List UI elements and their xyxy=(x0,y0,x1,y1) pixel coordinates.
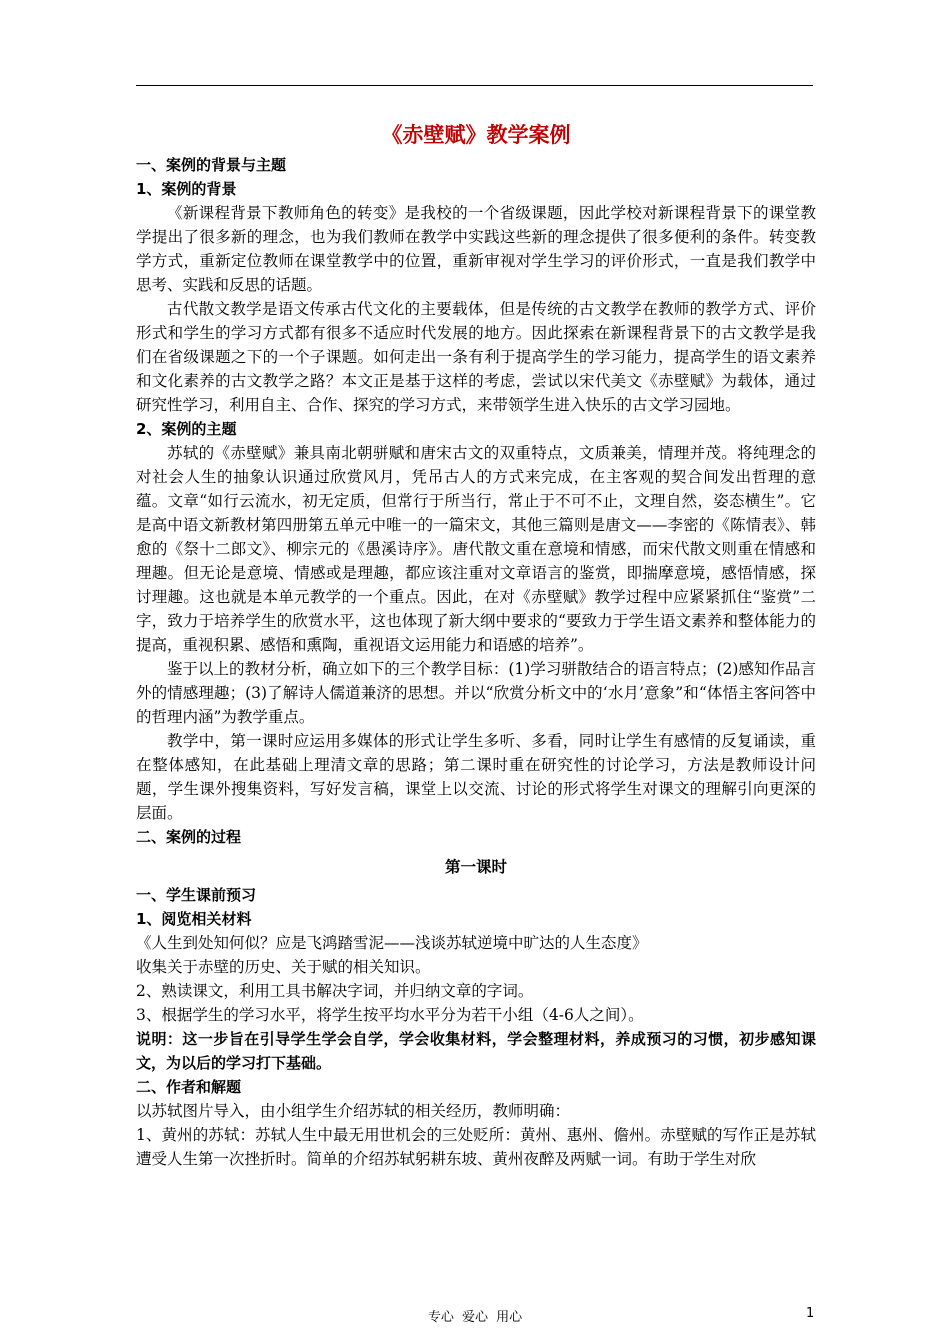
paragraph: 苏轼的《赤壁赋》兼具南北朝骈赋和唐宋古文的双重特点，文质兼美，情理并茂。将纯理念的对社会人生的抽象认识通过欣赏风月，凭吊古人的方式来完成，在主客观的契合间发出哲理的意蕴。文章“如行云流水，初无定质，但常行于所当行，常止于不可不止，文理自然，姿态横生”。它是高中语文新教材第四册第五单元中唯一的一篇宋文，其他三篇则是唐文——李密的《陈情表》、韩愈的《祭十二郎文》、柳宗元的《愚溪诗序》。唐代散文重在意境和情感，而宋代散文则重在情感和理趣。但无论是意境、情感或是理趣，都应该注重对文章语言的鉴赏，即揣摩意境，感悟情感，探讨理趣。这也就是本单元教学的一个重点。因此，在对《赤壁赋》教学过程中应紧紧抓住“鉴赏”二字，致力于培养学生的欣赏水平，这也体现了新大纲中要求的“要致力于学生语文素养和整体能力的提高，重视积累、感悟和熏陶，重视语文运用能力和语感的培养”。 xyxy=(136,444,816,654)
paragraph: 1、黄州的苏轼：苏轼人生中最无用世机会的三处贬所：黄州、惠州、儋州。赤壁赋的写作正是苏轼遭受人生第一次挫折时。简单的介绍苏轼躬耕东坡、黄州夜醉及两赋一词。有助于学生对欣 xyxy=(136,1126,816,1168)
paragraph: 鉴于以上的教材分析，确立如下的三个教学目标：(1)学习骈散结合的语言特点；(2)感知作品言外的情感理趣；(3)了解诗人儒道兼济的思想。并以“欣赏分析文中的‘水月’意象”和“体悟主客问答中的哲理内涵”为教学重点。 xyxy=(136,660,816,726)
header-rule xyxy=(136,85,813,86)
document-body xyxy=(136,118,816,1171)
section-heading: 一、学生课前预习 xyxy=(136,886,257,904)
list-item: 《人生到处知何似？应是飞鸿踏雪泥——浅谈苏轼逆境中旷达的人生态度》 xyxy=(136,934,648,952)
paragraph: 以苏轼图片导入，由小组学生介绍苏轼的相关经历，教师明确： xyxy=(136,1102,571,1120)
paragraph: 古代散文教学是语文传承古代文化的主要载体，但是传统的古文教学在教师的教学方式、评价形式和学生的学习方式都有很多不适应时代发展的地方。因此探索在新课程背景下的古文教学是我们在省级课题之下的一个子课题。如何走出一条有利于提高学生的学习能力，提高学生的语文素养和文化素养的古文教学之路？本文正是基于这样的考虑，尝试以宋代美文《赤壁赋》为载体，通过研究性学习，利用自主、合作、探究的学习方式，来带领学生进入快乐的古文学习园地。 xyxy=(136,300,816,414)
paragraph: 教学中，第一课时应运用多媒体的形式让学生多听、多看，同时让学生有感情的反复诵读，重在整体感知，在此基础上理清文章的思路；第二课时重在研究性的讨论学习，方法是教师设计问题，学生课外搜集资料，写好发言稿，课堂上以交流、讨论的形式将学生对课文的理解引向更深的层面。 xyxy=(136,732,816,822)
list-item: 2、熟读课文，利用工具书解决字词，并归纳文章的字词。 xyxy=(136,982,534,1000)
page-number: 1 xyxy=(806,1306,815,1321)
subsection-heading: 1、阅览相关材料 xyxy=(136,910,252,928)
section-heading: 二、案例的过程 xyxy=(136,828,242,846)
subsection-heading: 2、案例的主题 xyxy=(136,420,237,438)
lesson-heading: 第一课时 xyxy=(444,858,507,876)
section-heading: 二、作者和解题 xyxy=(136,1078,242,1096)
list-item: 收集关于赤壁的历史、关于赋的相关知识。 xyxy=(136,958,431,976)
note-paragraph: 说明：这一步旨在引导学生学会自学，学会收集材料，学会整理材料，养成预习的习惯，初步感知课文，为以后的学习打下基础。 xyxy=(136,1030,816,1072)
section-heading: 一、案例的背景与主题 xyxy=(136,156,287,174)
footer-motto: 专心 爱心 用心 xyxy=(427,1310,523,1325)
document-title: 《赤壁赋》教学案例 xyxy=(381,123,571,147)
paragraph: 《新课程背景下教师角色的转变》是我校的一个省级课题，因此学校对新课程背景下的课堂教学提出了很多新的理念，也为我们教师在教学中实践这些新的理念提供了很多便利的条件。转变教学方式，重新定位教师在课堂教学中的位置，重新审视对学生学习的评价形式，一直是我们教学中思考、实践和反思的话题。 xyxy=(136,204,816,294)
list-item: 3、根据学生的学习水平，将学生按平均水平分为若干小组（4-6人之间）。 xyxy=(136,1006,644,1024)
subsection-heading: 1、案例的背景 xyxy=(136,180,237,198)
